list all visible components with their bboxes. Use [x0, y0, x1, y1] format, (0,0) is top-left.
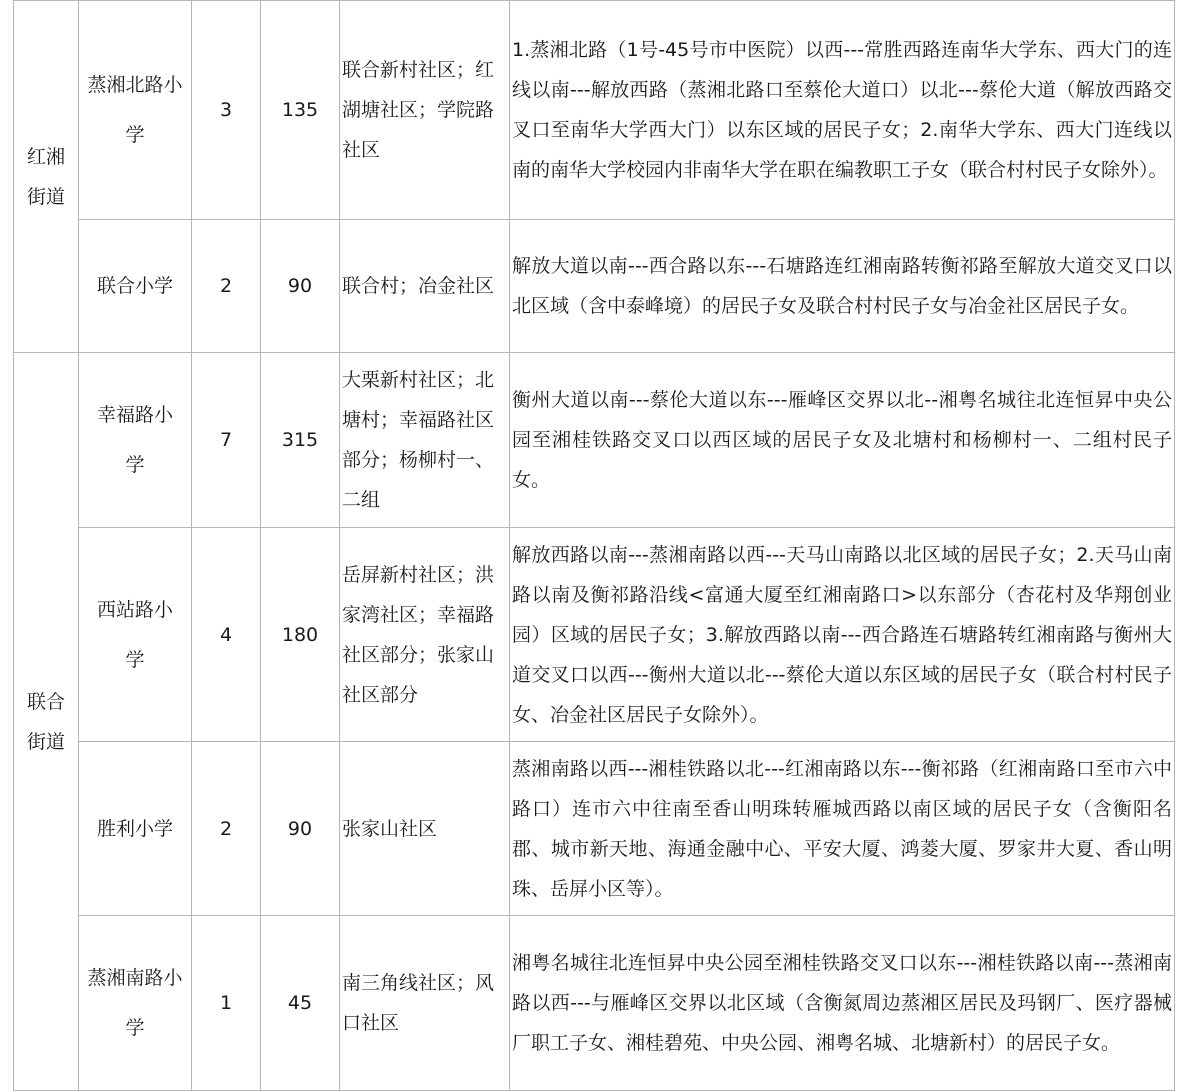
community-cell: 联合新村社区；红湖塘社区；学院路社区	[340, 1, 510, 220]
school-name-cell: 蒸湘南路小学	[79, 916, 192, 1091]
student-count-cell: 315	[261, 353, 340, 528]
table-row	[14, 528, 1175, 742]
class-count-cell: 7	[192, 353, 261, 528]
enrollment-scope-cell: 衡州大道以南---蔡伦大道以东---雁峰区交界以北--湘粤名城往北连恒昇中央公园至湘桂铁路交叉口以西区域的居民子女及北塘村和杨柳村一、二组村民子女。	[510, 353, 1175, 528]
enrollment-scope-cell: 蒸湘南路以西---湘桂铁路以北---红湘南路以东---衡祁路（红湘南路口至市六中路口）连市六中往南至香山明珠转雁城西路以南区域的居民子女（含衡阳名郡、城市新天地、海通金融中心、平安大厦、鸿菱大厦、罗家井大夏、香山明珠、岳屏小区等）。	[510, 742, 1175, 916]
student-count-cell: 135	[261, 1, 340, 220]
table-row	[14, 220, 1175, 353]
enrollment-scope-cell: 1.蒸湘北路（1号-45号市中医院）以西---常胜西路连南华大学东、西大门的连线以南---解放西路（蒸湘北路口至蔡伦大道口）以北---蔡伦大道（解放西路交叉口至南华大学西大门）以东区域的居民子女；2.南华大学东、西大门连线以南的南华大学校园内非南华大学在职在编教职工子女（联合村村民子女除外）。	[510, 1, 1175, 220]
school-name-cell: 西站路小学	[79, 528, 192, 742]
class-count-cell: 2	[192, 742, 261, 916]
student-count-cell: 90	[261, 220, 340, 353]
enrollment-scope-cell: 解放大道以南---西合路以东---石塘路连红湘南路转衡祁路至解放大道交叉口以北区域（含中泰峰境）的居民子女及联合村村民子女与冶金社区居民子女。	[510, 220, 1175, 353]
community-cell: 大栗新村社区；北塘村；幸福路社区部分；杨柳村一、二组	[340, 353, 510, 528]
street-cell: 联合街道	[14, 353, 79, 1091]
enrollment-scope-cell: 湘粤名城往北连恒昇中央公园至湘桂铁路交叉口以东---湘桂铁路以南---蒸湘南路以西---与雁峰区交界以北区域（含衡氮周边蒸湘区居民及玛钢厂、医疗器械厂职工子女、湘桂碧苑、中央公园、湘粤名城、北塘新村）的居民子女。	[510, 916, 1175, 1091]
street-cell: 红湘街道	[14, 1, 79, 353]
table-row	[14, 1, 1175, 220]
school-name-cell: 幸福路小学	[79, 353, 192, 528]
class-count-cell: 2	[192, 220, 261, 353]
class-count-cell: 1	[192, 916, 261, 1091]
school-name-cell: 联合小学	[79, 220, 192, 353]
community-cell: 岳屏新村社区；洪家湾社区；幸福路社区部分；张家山社区部分	[340, 528, 510, 742]
school-name-cell: 蒸湘北路小学	[79, 1, 192, 220]
student-count-cell: 90	[261, 742, 340, 916]
table-row	[14, 353, 1175, 528]
community-cell: 联合村；冶金社区	[340, 220, 510, 353]
community-cell: 张家山社区	[340, 742, 510, 916]
table-row	[14, 742, 1175, 916]
school-district-table	[13, 0, 1175, 1091]
community-cell: 南三角线社区；风口社区	[340, 916, 510, 1091]
student-count-cell: 180	[261, 528, 340, 742]
table-row	[14, 916, 1175, 1091]
school-name-cell: 胜利小学	[79, 742, 192, 916]
enrollment-scope-cell: 解放西路以南---蒸湘南路以西---天马山南路以北区域的居民子女；2.天马山南路以南及衡祁路沿线<富通大厦至红湘南路口>以东部分（杏花村及华翔创业园）区域的居民子女；3.解放西路以南---西合路连石塘路转红湘南路与衡州大道交叉口以西---衡州大道以北---蔡伦大道以东区域的居民子女（联合村村民子女、冶金社区居民子女除外）。	[510, 528, 1175, 742]
class-count-cell: 4	[192, 528, 261, 742]
class-count-cell: 3	[192, 1, 261, 220]
student-count-cell: 45	[261, 916, 340, 1091]
